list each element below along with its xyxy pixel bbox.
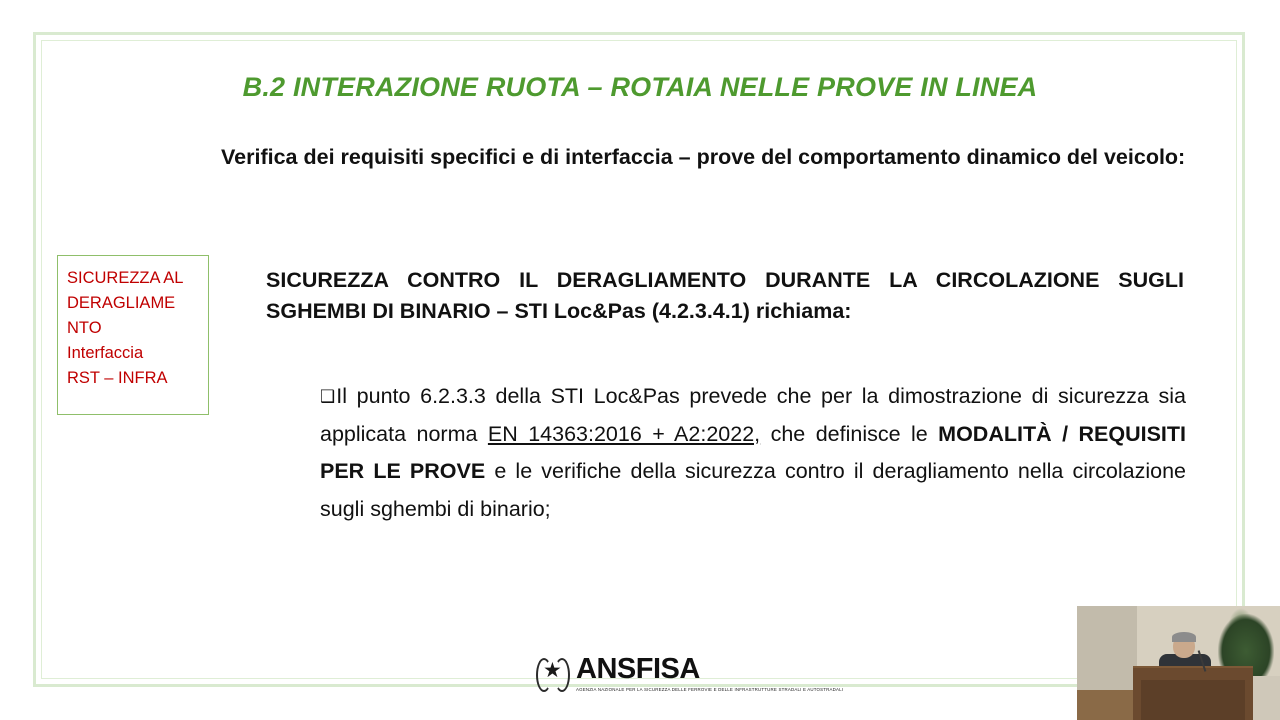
bullet-text-segment-5: e le verifiche della sicurezza contro il deragliamento nella circolazione sugli sghembi di binario; (320, 459, 1186, 521)
callout-line-4: Interfaccia (67, 344, 144, 363)
slide-subtitle: Verifica dei requisiti specifici e di interfaccia – prove del comportamento dinamico del veicolo: (221, 145, 1186, 169)
bullet-text-standard-reference: EN 14363:2016 + A2:2022, (487, 421, 761, 446)
bullet-text-segment-1: Il punto 6.2.3.3 della STI Loc&Pas prevede che per la dimostrazione di sicurezza sia applicata norma (320, 384, 1186, 446)
body-heading-richiama: richiama (755, 298, 845, 323)
italian-republic-emblem-icon: ★ (536, 654, 570, 692)
video-podium-front (1141, 680, 1245, 720)
bullet-text-emphasis: MODALITÀ / REQUISITI PER LE PROVE (320, 421, 1186, 484)
callout-box-sicurezza-deragliamento (57, 255, 209, 415)
callout-line-5: RST – INFRA (67, 369, 168, 388)
speaker-video-inset[interactable] (1077, 606, 1280, 720)
logo-agency-name: ANSFISA (576, 652, 700, 685)
logo-agency-subtitle: AGENZIA NAZIONALE PER LA SICUREZZA DELLE FERROVIE E DELLE INFRASTRUTTURE STRADALI E AUTOSTRADALI (576, 686, 844, 692)
checkbox-bullet-icon: ❑ (320, 387, 336, 407)
callout-line-1: SICUREZZA AL (67, 269, 184, 287)
video-speaker-hair (1172, 632, 1196, 642)
logo-text-block (576, 652, 844, 692)
bullet-text-segment-3: che definisce le (760, 421, 939, 446)
bullet-item (320, 378, 1186, 529)
slide-border-inner (41, 40, 1237, 679)
footer-logo (536, 652, 844, 694)
callout-line-2: DERAGLIAME (67, 294, 176, 313)
slide-title: B.2 INTERAZIONE RUOTA – ROTAIA NELLE PROVE IN LINEA (242, 72, 1038, 102)
body-heading-colon: : (844, 298, 852, 323)
callout-line-3: NTO (67, 319, 102, 338)
video-table (1077, 690, 1139, 720)
body-heading (266, 265, 1184, 326)
body-heading-main: SICUREZZA CONTRO IL DERAGLIAMENTO DURANTE LA CIRCOLAZIONE SUGLI SGHEMBI DI BINARIO – STI Loc&Pas (4.2.3.4.1) (266, 268, 1184, 323)
